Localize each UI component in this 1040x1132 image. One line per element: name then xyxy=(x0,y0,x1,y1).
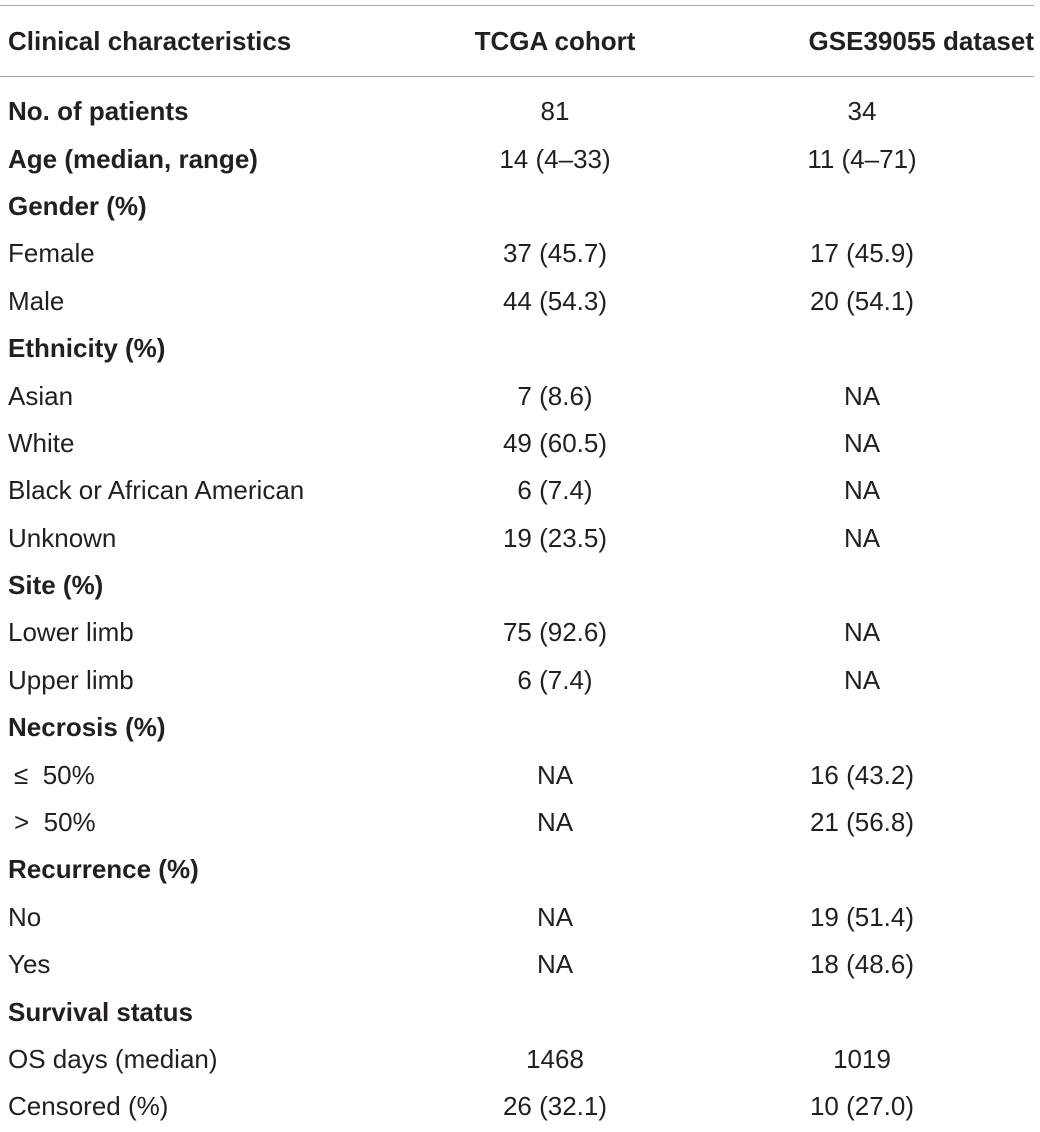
gse39055-value: 17 (45.9) xyxy=(809,238,915,269)
gse39055-value: NA xyxy=(843,617,881,648)
gse39055-value: 20 (54.1) xyxy=(809,285,915,316)
tcga-cohort-value: 44 (54.3) xyxy=(502,285,608,316)
row-label: ≤ 50% xyxy=(14,759,95,790)
tcga-cohort-value: 75 (92.6) xyxy=(502,617,608,648)
gse39055-value: NA xyxy=(843,664,881,695)
row-label: Site (%) xyxy=(8,570,104,601)
table-row xyxy=(0,135,1034,182)
table-row xyxy=(0,183,1034,230)
gse39055-value: 16 (43.2) xyxy=(809,759,915,790)
row-label: Gender (%) xyxy=(8,190,147,221)
table-row xyxy=(0,846,1034,893)
header-clinical-characteristics: Clinical characteristics xyxy=(8,25,292,56)
gse39055-value: 18 (48.6) xyxy=(809,949,915,980)
row-label: Yes xyxy=(8,949,51,980)
gse39055-value: 19 (51.4) xyxy=(809,901,915,932)
tcga-cohort-value: 37 (45.7) xyxy=(502,238,608,269)
table-row xyxy=(0,467,1034,514)
gse39055-value: 10 (27.0) xyxy=(809,1091,915,1122)
tcga-cohort-value: 7 (8.6) xyxy=(517,380,593,411)
gse39055-value: NA xyxy=(843,475,881,506)
table-row xyxy=(0,278,1034,325)
tcga-cohort-value: 6 (7.4) xyxy=(517,664,593,695)
table-row xyxy=(0,420,1034,467)
table-row xyxy=(0,515,1034,562)
row-label: Survival status xyxy=(8,996,193,1027)
table-row xyxy=(0,88,1034,135)
row-label: Male xyxy=(8,285,65,316)
table-row xyxy=(0,562,1034,609)
tcga-cohort-value: NA xyxy=(536,901,574,932)
table-row xyxy=(0,894,1034,941)
row-label: Recurrence (%) xyxy=(8,854,199,885)
row-label: Asian xyxy=(8,380,74,411)
tcga-cohort-value: 6 (7.4) xyxy=(517,475,593,506)
gse39055-value: NA xyxy=(843,380,881,411)
row-label: Female xyxy=(8,238,95,269)
row-label: > 50% xyxy=(14,807,96,838)
tcga-cohort-value: 14 (4–33) xyxy=(499,143,611,174)
gse39055-value: 21 (56.8) xyxy=(809,807,915,838)
table-row xyxy=(0,609,1034,656)
header-rule xyxy=(0,76,1034,77)
row-label: No. of patients xyxy=(8,96,189,127)
table-row xyxy=(0,325,1034,372)
table-row xyxy=(0,1036,1034,1083)
table-row xyxy=(0,704,1034,751)
tcga-cohort-value: NA xyxy=(536,949,574,980)
gse39055-value: 34 xyxy=(847,96,877,127)
table-row xyxy=(0,1083,1034,1130)
tcga-cohort-value: 19 (23.5) xyxy=(502,522,608,553)
table-row xyxy=(0,799,1034,846)
tcga-cohort-value: 26 (32.1) xyxy=(502,1091,608,1122)
table-row xyxy=(0,657,1034,704)
row-label: OS days (median) xyxy=(8,1044,218,1074)
clinical-characteristics-table xyxy=(0,5,1034,1131)
gse39055-value: NA xyxy=(843,427,881,458)
row-label: Necrosis (%) xyxy=(8,712,166,743)
gse39055-value: 1019 xyxy=(833,1044,891,1074)
table-row xyxy=(0,372,1034,419)
gse39055-value: 11 (4–71) xyxy=(807,143,917,174)
row-label: Ethnicity (%) xyxy=(8,333,166,364)
row-label: Censored (%) xyxy=(8,1091,169,1122)
tcga-cohort-value: NA xyxy=(536,759,574,790)
table-header xyxy=(0,6,1034,76)
tcga-cohort-value: 1468 xyxy=(526,1044,584,1074)
tcga-cohort-value: 81 xyxy=(540,96,570,127)
row-label: Lower limb xyxy=(8,617,134,648)
table-row xyxy=(0,230,1034,277)
row-label: Black or African American xyxy=(8,475,305,506)
header-gse39055-dataset: GSE39055 dataset xyxy=(808,25,1034,56)
table-row xyxy=(0,751,1034,798)
row-label: Unknown xyxy=(8,522,117,553)
row-label: Upper limb xyxy=(8,664,134,695)
table-body xyxy=(0,88,1034,1131)
table-row xyxy=(0,988,1034,1035)
table-row xyxy=(0,941,1034,988)
gse39055-value: NA xyxy=(843,522,881,553)
tcga-cohort-value: NA xyxy=(536,807,574,838)
tcga-cohort-value: 49 (60.5) xyxy=(502,427,608,458)
row-label: No xyxy=(8,901,42,932)
row-label: White xyxy=(8,427,75,458)
row-label: Age (median, range) xyxy=(8,143,258,174)
header-tcga-cohort: TCGA cohort xyxy=(474,25,636,56)
